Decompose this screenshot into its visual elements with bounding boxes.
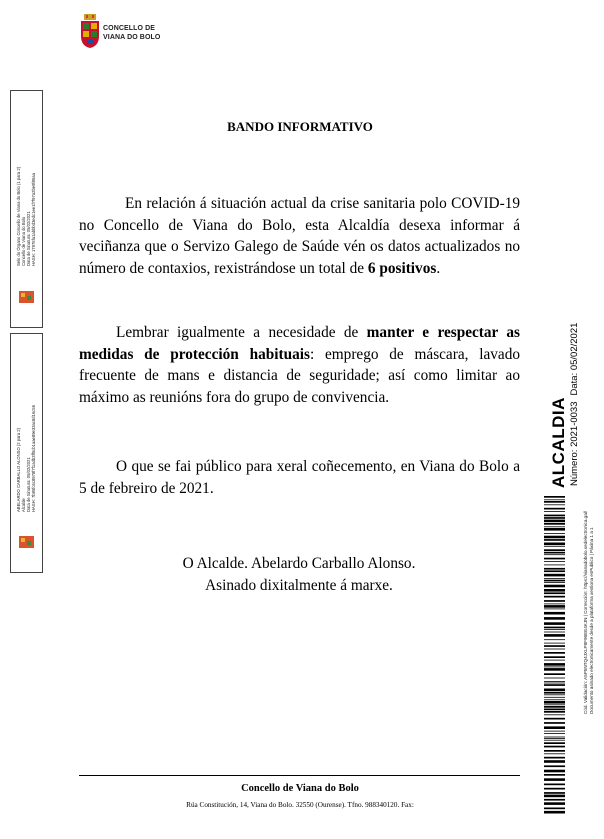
barcode-bar [544, 733, 565, 734]
barcode-bar [544, 649, 565, 650]
barcode-bar [544, 731, 565, 732]
barcode-bar [544, 667, 565, 668]
stamp-2-line-4: HASH: 7b85fc6c8978f7f1adb3ff5cb1aae89e33ac8d16c56 [31, 404, 36, 512]
signature-line-1: O Alcalde. Abelardo Carballo Alonso. [182, 555, 416, 572]
barcode-bar [544, 589, 565, 592]
header-logo [80, 14, 200, 50]
barcode-bar [544, 737, 565, 738]
barcode-bar [544, 706, 565, 708]
document-date: Data: 05/02/2021 [569, 322, 580, 396]
footer-title: Concello de Viana do Bolo [241, 783, 359, 794]
barcode-bar [544, 634, 565, 637]
barcode-bar [544, 585, 565, 588]
barcode-bar [544, 740, 565, 741]
barcode-bar [544, 528, 565, 531]
barcode-bar [544, 552, 565, 554]
barcode-bar [544, 663, 565, 666]
barcode [544, 496, 565, 816]
barcode-bar [544, 652, 565, 654]
barcode-bar [544, 784, 565, 786]
barcode-bar [544, 645, 565, 647]
barcode-bar [544, 526, 565, 527]
barcode-bar [544, 580, 565, 582]
signature-stamp-2 [10, 333, 43, 573]
barcode-bar [544, 808, 565, 810]
barcode-bar [544, 508, 565, 510]
barcode-bar [544, 632, 565, 633]
barcode-bar [544, 699, 565, 700]
barcode-bar [544, 561, 565, 562]
barcode-bar [544, 523, 565, 525]
paragraph-3: O que se fai público para xeral coñecemento, en Viana do Bolo a 5 de febreiro de 2021. [79, 458, 520, 497]
barcode-bar [544, 554, 565, 555]
barcode-bar [544, 496, 565, 498]
paragraph-1 [79, 193, 520, 279]
barcode-bar [544, 600, 565, 602]
barcode-bar [544, 694, 565, 695]
barcode-bar [544, 792, 565, 794]
barcode-bar [544, 673, 565, 675]
barcode-bar [544, 778, 565, 781]
stamp-2-text [16, 405, 36, 512]
barcode-bar [544, 678, 565, 679]
barcode-bar [544, 770, 565, 773]
barcode-bar [544, 536, 565, 539]
barcode-bar [544, 549, 565, 551]
positives-count: 6 positivos [367, 259, 437, 277]
stamp-1-shield-icon [19, 289, 34, 303]
footer-divider [79, 775, 520, 776]
barcode-bar [544, 622, 565, 625]
barcode-bar [544, 753, 565, 754]
barcode-bar [544, 543, 565, 546]
organization-name [103, 24, 160, 42]
barcode-bar [544, 627, 565, 629]
barcode-bar [544, 639, 565, 640]
barcode-bar [544, 788, 565, 790]
barcode-bar [544, 578, 565, 579]
barcode-bar [544, 592, 565, 594]
barcode-bar [544, 795, 565, 798]
barcode-bar [544, 684, 565, 686]
barcode-bar [544, 757, 565, 759]
barcode-bar [544, 811, 565, 814]
barcode-bar [544, 539, 565, 541]
stamp-1-text [16, 167, 36, 266]
barcode-bar [544, 570, 565, 572]
barcode-bar [544, 746, 565, 748]
barcode-bar [544, 520, 565, 523]
barcode-bar [544, 501, 565, 503]
barcode-bar [544, 533, 565, 534]
document-title: BANDO INFORMATIVO [227, 119, 373, 134]
department-label: ALCALDIA [549, 397, 568, 488]
barcode-bar [544, 604, 565, 605]
barcode-bar [544, 558, 565, 560]
barcode-bar [544, 605, 565, 608]
org-line-1: CONCELLO DE [103, 25, 156, 32]
barcode-bar [544, 692, 565, 694]
paragraph-1-end: . [436, 259, 441, 277]
stamp-1-line-2: Concello de Viana do Bolo [21, 216, 26, 266]
stamp-1-line-4: HASH: 17976fa1abbbd3edc1ee1f7f97a2be9f85aa [31, 173, 36, 266]
barcode-bar [544, 612, 565, 615]
barcode-bar [544, 582, 565, 583]
coat-of-arms-icon [80, 14, 100, 48]
barcode-bar [544, 515, 565, 517]
barcode-bar [544, 697, 565, 698]
paragraph-2 [79, 322, 520, 408]
barcode-bar [544, 656, 565, 658]
barcode-bar [544, 681, 565, 682]
barcode-bar [544, 511, 565, 512]
barcode-bar [544, 643, 565, 644]
stamp-1-line-3: Data de Sinatura: 05/02/2021 [26, 211, 31, 266]
barcode-bar [544, 726, 565, 729]
barcode-bar [544, 596, 565, 598]
barcode-bar [544, 722, 565, 724]
barcode-bar [544, 765, 565, 767]
signature-line-2: Asinado dixitalmente á marxe. [205, 577, 393, 594]
barcode-bar [544, 565, 565, 566]
barcode-bar [544, 629, 565, 630]
barcode-bar [544, 568, 565, 570]
document-number-date [569, 323, 580, 486]
paragraph-2-rest: : emprego de máscara, lavado frecuente de mans e distancia de seguridade; así como limitar ao máximo as reunións fora do grupo de convivencia. [79, 345, 520, 406]
barcode-bar [544, 714, 565, 715]
barcode-bar [544, 689, 565, 692]
barcode-bar [544, 517, 565, 519]
barcode-bar [544, 711, 565, 713]
barcode-bar [544, 738, 565, 739]
barcode-bar [544, 504, 565, 505]
barcode-bar [544, 609, 565, 610]
stamp-2-line-1: ABELARDO CARBALLO ALONSO (2 para 2) [16, 427, 21, 512]
barcode-bar [544, 660, 565, 661]
document-number: Número: 2021-0033 [569, 401, 580, 486]
barcode-bar [544, 668, 565, 671]
validation-line-1: Cód. Validación: A5P5NTQ4JXLP8F98EE4KJN | Corrección: https://vianadobolo.sedelectronica.gal/ [583, 510, 588, 714]
barcode-bar [544, 704, 565, 705]
barcode-bar [544, 546, 565, 547]
validation-text [583, 511, 594, 714]
barcode-bar [544, 499, 565, 500]
barcode-bar [544, 760, 565, 763]
paragraph-2-text: Lembrar igualmente a necesidade de [116, 324, 367, 341]
barcode-bar [544, 750, 565, 752]
footer-address: Rúa Constitución, 14, Viana do Bolo. 32550 (Ourense). Tfno. 988340120. Fax: [186, 801, 414, 809]
barcode-bar [544, 683, 565, 684]
barcode-bar [544, 701, 565, 704]
barcode-bar [544, 774, 565, 776]
barcode-bar [544, 709, 565, 711]
barcode-bar [544, 742, 565, 744]
paragraph-2-emphasis: manter e respectar as medidas de protección habituais [79, 324, 520, 363]
barcode-bar [544, 574, 565, 577]
paragraph-1-text: En relación á situación actual da crise sanitaria polo COVID-19 no Concello de Viana do Bolo, esta Alcaldía desexa informar á veciñanza que o Servizo Galego de Saúde vén os datos actualizados no número de contaxios, rexistrándose un total de [79, 195, 520, 277]
validation-line-2: Documento asinado electronicamente desde a plataforma xestiona esPublico | Páxina 1 a 1 [588, 527, 594, 714]
barcode-bar [544, 617, 565, 620]
barcode-bar [544, 799, 565, 801]
barcode-bar [544, 802, 565, 805]
stamp-1-line-1: Selo do Órgano Concello de Viana do Bolo (1 para 2) [16, 166, 21, 266]
barcode-bar [544, 718, 565, 720]
stamp-2-line-3: Data de Sinatura: 05/02/2021 [26, 457, 31, 512]
stamp-2-line-2: Alcalde [21, 498, 26, 512]
org-line-2: VIANA DO BOLO [103, 34, 161, 41]
stamp-2-shield-icon [19, 534, 34, 548]
